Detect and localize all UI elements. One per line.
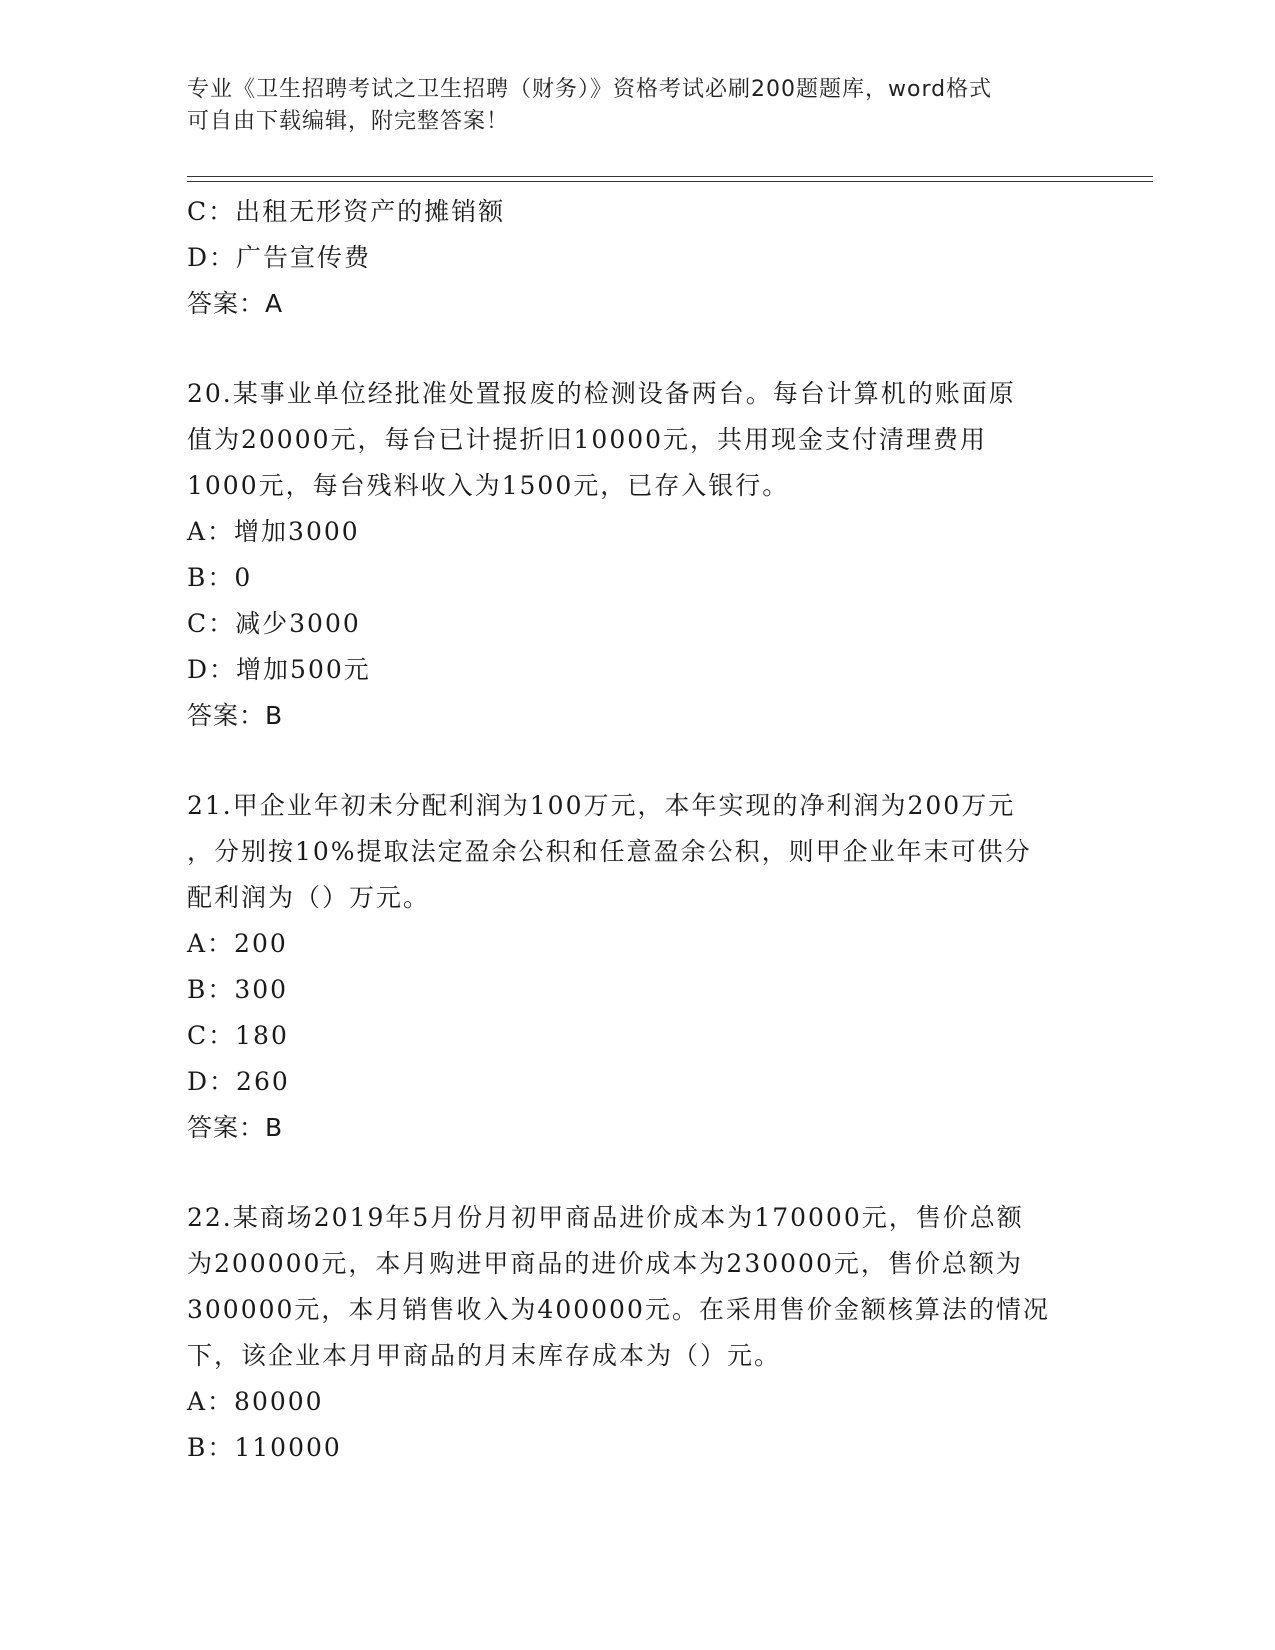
question-text (187, 783, 1087, 921)
document-header (187, 74, 1087, 138)
option-a: A：增加3000 (187, 517, 360, 546)
answer-line: 答案：B (187, 701, 284, 730)
question-text-line: 300000元，本月销售收入为400000元。在采用售价金额核算法的情况 (187, 1295, 1050, 1324)
option-b: B：0 (187, 563, 253, 592)
header-divider-bottom (187, 181, 1153, 182)
option-c: C：减少3000 (187, 609, 361, 638)
question-text-line: 值为20000元，每台已计提折旧10000元，共用现金支付清理费用 (187, 425, 988, 454)
question-text-line: 下，该企业本月甲商品的月末库存成本为（）元。 (187, 1341, 782, 1370)
question-21 (187, 783, 1087, 1151)
option-a: A：80000 (187, 1387, 324, 1416)
option-c: C：180 (187, 1021, 289, 1050)
answer-line: 答案：A (187, 289, 284, 318)
header-divider-top (187, 176, 1153, 177)
option-d: D：广告宣传费 (187, 243, 372, 272)
option-c: C：出租无形资产的摊销额 (187, 197, 506, 226)
question-text-line: 20.某事业单位经批准处置报废的检测设备两台。每台计算机的账面原 (187, 379, 1016, 408)
question-text-line: ，分别按10%提取法定盈余公积和任意盈余公积，则甲企业年末可供分 (187, 837, 1032, 866)
option-d: D：260 (187, 1067, 290, 1096)
question-22 (187, 1195, 1087, 1471)
option-b: B：300 (187, 975, 289, 1004)
question-text (187, 1195, 1087, 1379)
option-b: B：110000 (187, 1433, 342, 1462)
question-text-line: 配利润为（）万元。 (187, 883, 431, 912)
header-line-1: 专业《卫生招聘考试之卫生招聘（财务）》资格考试必刷200题题库，word格式 (187, 77, 993, 102)
previous-question-tail (187, 189, 1087, 327)
option-a: A：200 (187, 929, 288, 958)
question-20 (187, 371, 1087, 739)
answer-line: 答案：B (187, 1113, 284, 1142)
question-list (187, 189, 1087, 1471)
option-d: D：增加500元 (187, 655, 371, 684)
question-text-line: 22.某商场2019年5月份月初甲商品进价成本为170000元，售价总额 (187, 1203, 1024, 1232)
question-text (187, 371, 1087, 509)
question-text-line: 1000元，每台残料收入为1500元，已存入银行。 (187, 471, 790, 500)
question-text-line: 21.甲企业年初未分配利润为100万元，本年实现的净利润为200万元 (187, 791, 1016, 820)
header-line-2: 可自由下载编辑，附完整答案！ (187, 109, 510, 134)
question-text-line: 为200000元，本月购进甲商品的进价成本为230000元，售价总额为 (187, 1249, 1023, 1278)
